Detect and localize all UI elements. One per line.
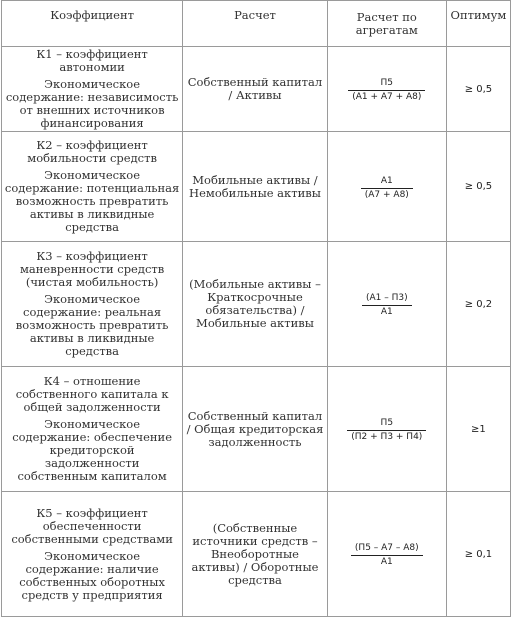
- formula-numerator: (А1 – П3): [365, 293, 408, 303]
- table-row: [2, 47, 511, 132]
- formula-cell: [327, 492, 446, 617]
- calculation-cell: (Собственные источники средств – Внеоборотные активы) / Оборотные средства: [183, 492, 328, 617]
- coefficient-cell: [2, 492, 183, 617]
- formula-denominator: (П2 + П3 + П4): [351, 432, 423, 442]
- formula-cell: [327, 242, 446, 367]
- coefficient-cell: [2, 367, 183, 492]
- header-aggregate-calculation: Расчет по агрегатам: [327, 1, 446, 47]
- calculation-cell: Собственный капитал / Общая кредиторская задолженность: [183, 367, 328, 492]
- coefficient-cell: [2, 242, 183, 367]
- coefficient-cell: [2, 47, 183, 132]
- calculation-cell: (Мобильные активы – Краткосрочные обязательства) / Мобильные активы: [183, 242, 328, 367]
- economic-meaning: Экономическое содержание: независимость от внешних источников финансирования: [5, 77, 179, 130]
- formula-denominator: А1: [380, 307, 393, 317]
- coefficient-cell: [2, 132, 183, 242]
- formula-cell: [327, 132, 446, 242]
- formula-cell: [327, 367, 446, 492]
- calculation-cell: Мобильные активы / Немобильные активы: [183, 132, 328, 242]
- coefficient-title: К1 – коэффициент автономии: [36, 47, 148, 74]
- economic-meaning: Экономическое содержание: потенциальная возможность превратить активы в ликвидные средства: [4, 168, 180, 234]
- formula-numerator: А1: [380, 175, 393, 186]
- header-calculation: Расчет: [183, 1, 328, 47]
- table-row: [2, 367, 511, 492]
- coefficient-title: К2 – коэффициент мобильности средств: [27, 138, 157, 165]
- optimum-cell: ≥ 0,5: [446, 47, 510, 132]
- formula-numerator: (П5 – А7 – А8): [354, 543, 419, 553]
- formula-fraction: [347, 418, 426, 443]
- formula-denominator: (А7 + А8): [364, 189, 409, 200]
- optimum-cell: ≥1: [446, 367, 510, 492]
- economic-meaning: Экономическое содержание: обеспечение кредиторской задолженности собственным капиталом: [12, 417, 173, 483]
- economic-meaning: Экономическое содержание: реальная возможность превратить активы в ликвидные средства: [15, 292, 169, 358]
- coefficient-title: К5 – коэффициент обеспеченности собственными средствами: [11, 505, 173, 546]
- formula-fraction: [351, 543, 423, 568]
- formula-cell: [327, 47, 446, 132]
- optimum-cell: ≥ 0,5: [446, 132, 510, 242]
- calculation-cell: Собственный капитал / Активы: [183, 47, 328, 132]
- formula-fraction: [361, 176, 413, 201]
- optimum-cell: ≥ 0,1: [446, 492, 510, 617]
- formula-numerator: П5: [380, 418, 394, 428]
- table-row: [2, 132, 511, 242]
- formula-denominator: (А1 + А7 + А8): [352, 92, 422, 102]
- formula-fraction: [362, 293, 412, 318]
- economic-meaning: Экономическое содержание: наличие собственных оборотных средств у предприятия: [19, 548, 165, 602]
- coefficient-title: К4 – отношение собственного капитала к общей задолженности: [15, 374, 169, 414]
- formula-fraction: [348, 78, 425, 103]
- table-row: [2, 492, 511, 617]
- header-coefficient: Коэффициент: [2, 1, 183, 47]
- coefficient-title: К3 – коэффициент маневренности средств (чистая мобильность): [19, 249, 165, 289]
- table-row: [2, 242, 511, 367]
- header-row: [2, 1, 511, 47]
- formula-numerator: П5: [380, 78, 394, 88]
- formula-denominator: А1: [380, 557, 393, 567]
- coefficients-table: [1, 0, 511, 617]
- header-optimum: Оптимум: [446, 1, 510, 47]
- optimum-cell: ≥ 0,2: [446, 242, 510, 367]
